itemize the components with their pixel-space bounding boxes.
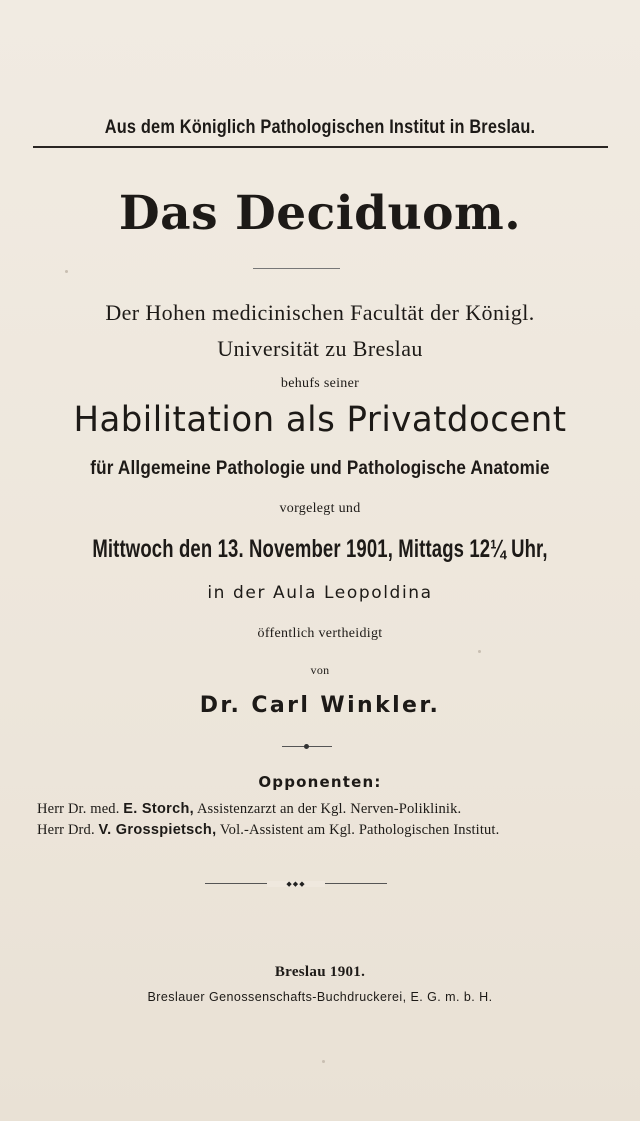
opponent-role: Vol.-Assistent am Kgl. Pathologischen Institut. bbox=[219, 822, 500, 838]
header-rule bbox=[33, 146, 608, 148]
opponent-prefix: Herr Dr. med. bbox=[37, 801, 120, 817]
ornament-rule-large bbox=[205, 881, 387, 887]
ornament-diamonds: ◆◆◆ bbox=[267, 881, 325, 887]
oeffentlich-text: öffentlich vertheidigt bbox=[257, 626, 383, 641]
opponent-role: Assistenzarzt an der Kgl. Nerven-Poliklinik. bbox=[196, 801, 462, 817]
paper-speck bbox=[65, 270, 68, 273]
document-title: Das Deciduom. bbox=[118, 186, 522, 241]
opponent-name: V. Grosspietsch, bbox=[98, 822, 217, 838]
imprint-printer: Breslauer Genossenschafts-Buchdruckerei, E. G. m. b. H. bbox=[147, 990, 493, 1004]
ornament-rule-small bbox=[282, 745, 332, 749]
paper-speck bbox=[322, 1060, 325, 1063]
opponent-prefix: Herr Drd. bbox=[37, 822, 95, 838]
faculty-line-1: Der Hohen medicinischen Facultät der Königl. bbox=[105, 300, 535, 325]
faculty-line-2: Universität zu Breslau bbox=[217, 336, 423, 361]
subject-line: für Allgemeine Pathologie und Pathologische Anatomie bbox=[90, 458, 550, 479]
behufs-text: behufs seiner bbox=[280, 376, 360, 391]
opponents-heading: Opponenten: bbox=[258, 773, 382, 791]
title-rule bbox=[253, 268, 340, 269]
defense-date: Mittwoch den 13. November 1901, Mittags 12¼ Uhr, bbox=[92, 535, 548, 563]
opponent-name: E. Storch, bbox=[123, 801, 194, 817]
institute-header: Aus dem Königlich Pathologischen Institut in Breslau. bbox=[104, 117, 536, 138]
paper-speck bbox=[478, 650, 481, 653]
opponent-entry bbox=[37, 801, 461, 818]
defense-venue: in der Aula Leopoldina bbox=[207, 583, 433, 603]
vorgelegt-text: vorgelegt und bbox=[279, 501, 361, 516]
author-name: Dr. Carl Winkler. bbox=[199, 693, 441, 718]
von-text: von bbox=[310, 663, 330, 677]
habilitation-heading: Habilitation als Privatdocent bbox=[73, 400, 567, 440]
opponent-entry bbox=[37, 822, 499, 839]
imprint-place-year: Breslau 1901. bbox=[274, 964, 366, 980]
